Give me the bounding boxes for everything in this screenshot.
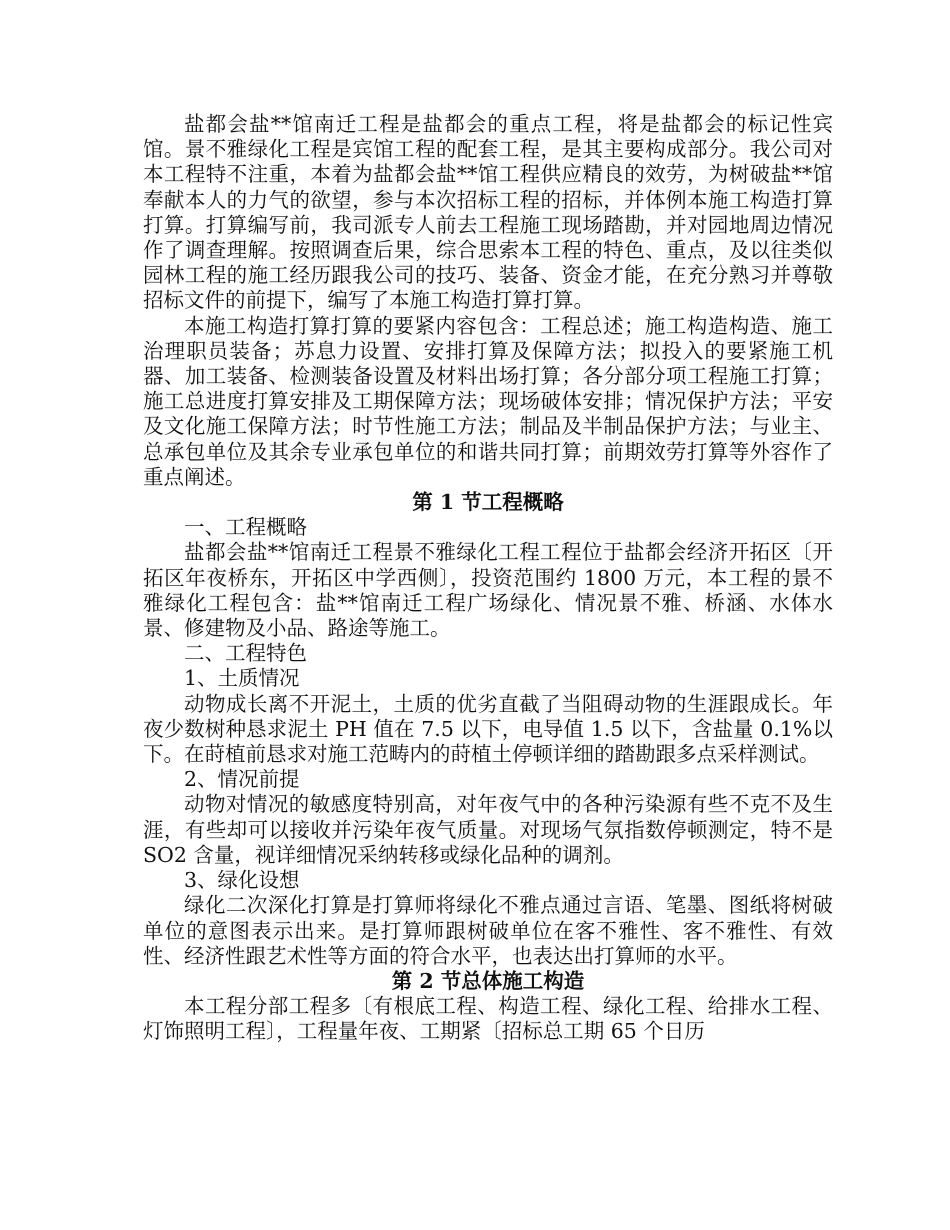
item-3-text: 绿化二次深化打算是打算师将绿化不雅点通过言语、笔墨、图纸将树破单位的意图表示出来。是打算师跟树破单位在客不雅性、客不雅性、有效性、经济性跟艺术性等方面的符合水平，也表达出打算师的水平。	[143, 893, 833, 968]
intro-paragraph-2: 本施工构造打算打算的要紧内容包含：工程总述；施工构造构造、施工治理职员装备；苏息力设置、安排打算及保障方法；拟投入的要紧施工机器、加工装备、检测装备设置及材料出场打算；各分部分项工程施工打算；施工总进度打算安排及工期保障方法；现场破体安排；情况保护方法；平安及文化施工保障方法；时节性施工方法；制品及半制品保护方法；与业主、总承包单位及其余专业承包单位的和谐共同打算；前期效劳打算等外容作了重点阐述。	[143, 313, 833, 489]
item-3-title: 3、绿化设想	[184, 868, 300, 893]
item-1-text: 动物成长离不开泥土，土质的优劣直截了当阻碍动物的生涯跟成长。年夜少数树种恳求泥土 PH 值在 7.5 以下，电导值 1.5 以下，含盐量 0.1%以下。在莳植前恳求对施工范畴内的莳植土停顿详细的踏勘跟多点采样测试。	[143, 691, 833, 767]
document-page	[143, 112, 833, 1045]
section-1-heading: 第 1 节工程概略	[412, 490, 564, 515]
section-2-heading: 第 2 节总体施工构造	[391, 968, 585, 993]
item-2-title: 2、情况前提	[184, 767, 300, 792]
section-2-text: 本工程分部工程多〔有根底工程、构造工程、绿化工程、给排水工程、灯饰照明工程〕，工程量年夜、工期紧〔招标总工期 65 个日历	[143, 994, 833, 1044]
intro-paragraph-1: 盐都会盐**馆南迁工程是盐都会的重点工程，将是盐都会的标记性宾馆。景不雅绿化工程是宾馆工程的配套工程，是其主要构成部分。我公司对本工程特不注重，本着为盐都会盐**馆工程供应精良的效劳，为树破盐**馆奉献本人的力气的欲望，参与本次招标工程的招标，并体例本施工构造打算打算。打算编写前，我司派专人前去工程施工现场踏勘，并对园地周边情况作了调查理解。按照调查后果，综合思索本工程的特色、重点，及以往类似园林工程的施工经历跟我公司的技巧、装备、资金才能，在充分熟习并尊敬招标文件的前提下，编写了本施工构造打算打算。	[143, 112, 833, 313]
item-1-title: 1、土质情况	[184, 666, 300, 691]
section-1-sub1-text: 盐都会盐**馆南迁工程景不雅绿化工程工程位于盐都会经济开拓区〔开拓区年夜桥东，开拓区中学西侧〕，投资范围约 1800 万元，本工程的景不雅绿化工程包含：盐**馆南迁工程广场绿化、情况景不雅、桥涵、水体水景、修建物及小品、路途等施工。	[143, 540, 833, 641]
section-1-sub1-title: 一、工程概略	[184, 515, 307, 540]
item-2-text: 动物对情况的敏感度特别高，对年夜气中的各种污染源有些不克不及生涯，有些却可以接收并污染年夜气质量。对现场气氛指数停顿测定，特不是 SO2 含量，视详细情况采纳转移或绿化品种的调剂。	[143, 792, 833, 867]
section-1-sub2-title: 二、工程特色	[184, 641, 307, 666]
